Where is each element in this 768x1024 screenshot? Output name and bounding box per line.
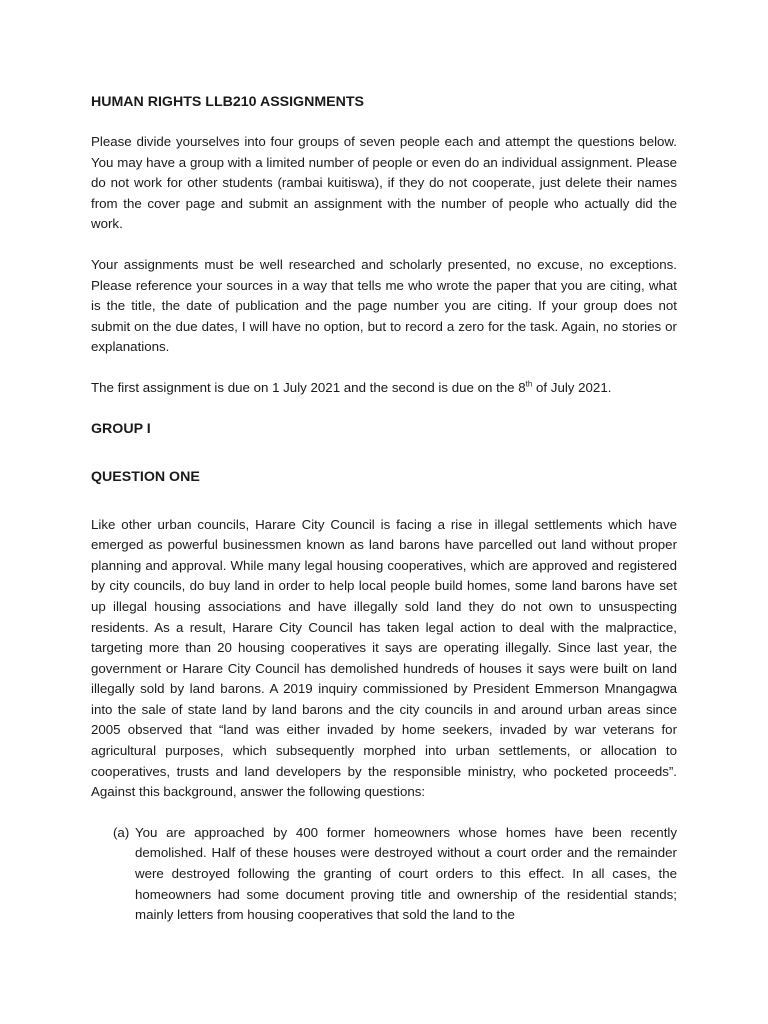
sub-question-a <box>113 823 677 926</box>
document-title: HUMAN RIGHTS LLB210 ASSIGNMENTS <box>91 94 364 110</box>
group-heading: GROUP I <box>91 420 151 437</box>
intro-paragraph-2: Your assignments must be well researched and scholarly presented, no excuse, no exceptions. Please reference your sources in a way that tells me who wrote the paper that you are citing, what is the title, the date of publication and the page number you are citing. If your group does not submit on the due dates, I will have no option, but to record a zero for the task. Again, no stories or explanations. <box>91 256 677 355</box>
sub-question-text: You are approached by 400 former homeowners whose homes have been recently demolished. Half of these houses were destroyed without a court order and the remainder were destroyed following the granting of court orders to this effect. In all cases, the homeowners had some document proving title and ownership of the residential stands; mainly letters from housing cooperatives that sold the land to the <box>135 824 677 923</box>
question-heading: QUESTION ONE <box>91 468 200 485</box>
intro-paragraph-1: Please divide yourselves into four groups of seven people each and attempt the questions below. You may have a group with a limited number of people or even do an individual assignment. Please do not work for other students (rambai kuitiswa), if they do not cooperate, just delete their names from the cover page and submit an assignment with the number of people who actually did the work. <box>91 134 677 232</box>
due-dates-paragraph <box>91 378 677 399</box>
question-paragraph: Like other urban councils, Harare City Council is facing a rise in illegal settlements which have emerged as powerful businessmen known as land barons have parcelled out land without proper planning and approval. While many legal housing cooperatives, which are approved and registered by city councils, do buy land in order to help local people build homes, some land barons have set up illegal housing associations and have illegally sold land they do not own to unsuspecting residents. As a result, Harare City Council has taken legal action to deal with the malpractice, targeting more than 20 housing cooperatives it says are operating illegally. Since last year, the government or Harare City Council has demolished hundreds of houses it says were built on land illegally sold by land barons. A 2019 inquiry commissioned by President Emmerson Mnangagwa into the sale of state land by land barons and the city councils in and around urban areas since 2005 observed that “land was either invaded by home seekers, invaded by war veterans for agricultural purposes, which subsequently morphed into urban settlements, or allocation to cooperatives, trusts and land developers by the responsible ministry, who pocketed proceeds”. Against this background, answer the following questions: <box>91 516 677 800</box>
due-text-after: of July 2021. <box>532 379 612 395</box>
due-superscript: th <box>525 379 533 389</box>
sub-question-marker: (a) <box>113 824 130 840</box>
due-text-before: The first assignment is due on 1 July 2021 and the second is due on the 8 <box>91 379 526 395</box>
document-content <box>91 92 677 926</box>
